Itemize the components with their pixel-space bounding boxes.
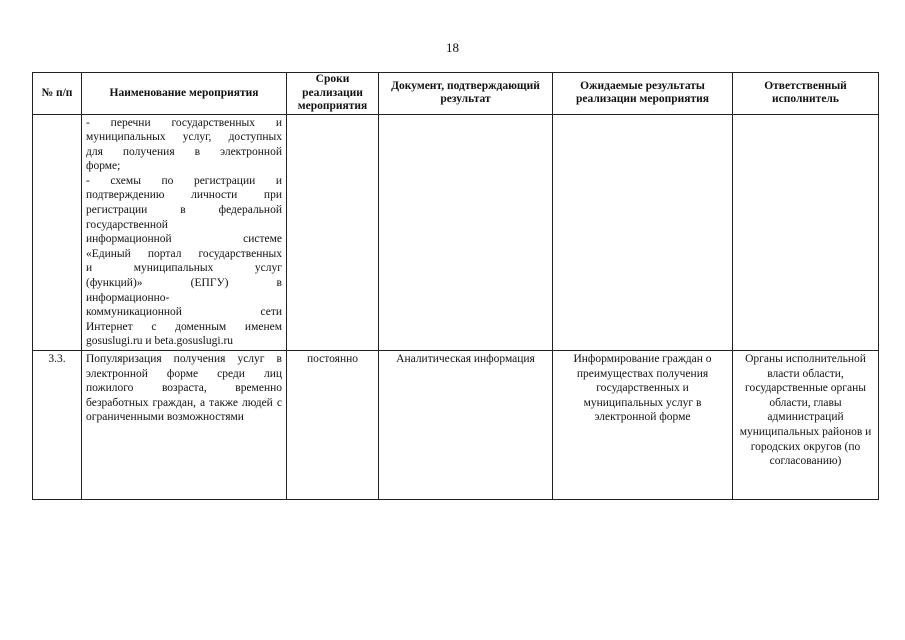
header-results: Ожидаемые результаты реализации мероприятия: [553, 73, 733, 115]
name-line: - перечни государственных и: [86, 116, 282, 129]
name-line: и муниципальных услуг: [86, 262, 282, 275]
header-name: Наименование мероприятия: [82, 73, 287, 115]
cell-deadline: постоянно: [287, 351, 379, 500]
name-line: муниципальных услуг, доступных: [86, 131, 282, 144]
name-line: информационно-: [86, 291, 170, 304]
cell-document: Аналитическая информация: [379, 351, 553, 500]
page-number: 18: [446, 40, 459, 55]
cell-num: 3.3.: [33, 351, 82, 500]
header-responsible: Ответственный исполнитель: [733, 73, 879, 115]
name-line: Интернет с доменным именем: [86, 320, 282, 333]
name-line: для получения в электронной: [86, 145, 282, 158]
measures-table: [32, 72, 879, 500]
cell-responsible: Органы исполнительной власти области, государственные органы области, главы администраций муниципальных районов и городских округов (по согласованию): [733, 351, 879, 500]
table-row-3-3: [33, 351, 879, 500]
cell-results-empty: [553, 114, 733, 351]
cell-name: Популяризация получения услуг в электронной форме среди лиц пожилого возраста, временно безработных граждан, а также людей с ограниченными возможностями: [82, 351, 287, 500]
cell-document-empty: [379, 114, 553, 351]
header-document: Документ, подтверждающий результат: [379, 73, 553, 115]
name-line: - схемы по регистрации и: [86, 174, 282, 187]
name-line: государственной: [86, 218, 168, 231]
name-line: форме;: [86, 160, 121, 173]
name-line: информационной системе: [86, 233, 282, 246]
cell-results: Информирование граждан о преимуществах получения государственных и муниципальных услуг в электронной форме: [553, 351, 733, 500]
name-line: gosuslugi.ru и beta.gosuslugi.ru: [86, 335, 234, 348]
cell-deadline-empty: [287, 114, 379, 351]
table-row-continuation: [33, 114, 879, 351]
name-line: регистрации в федеральной: [86, 204, 282, 217]
cell-num: [33, 114, 82, 351]
name-line: подтверждению личности при: [86, 189, 282, 202]
name-line: коммуникационной сети: [86, 306, 282, 319]
cell-responsible-empty: [733, 114, 879, 351]
header-num: № п/п: [33, 73, 82, 115]
cell-name-continuation: [82, 114, 287, 351]
header-deadline: Сроки реализации мероприятия: [287, 73, 379, 115]
name-line: «Единый портал государственных: [86, 247, 282, 260]
name-line: (функций)» (ЕПГУ) в: [86, 277, 282, 290]
table-header-row: [33, 73, 879, 115]
